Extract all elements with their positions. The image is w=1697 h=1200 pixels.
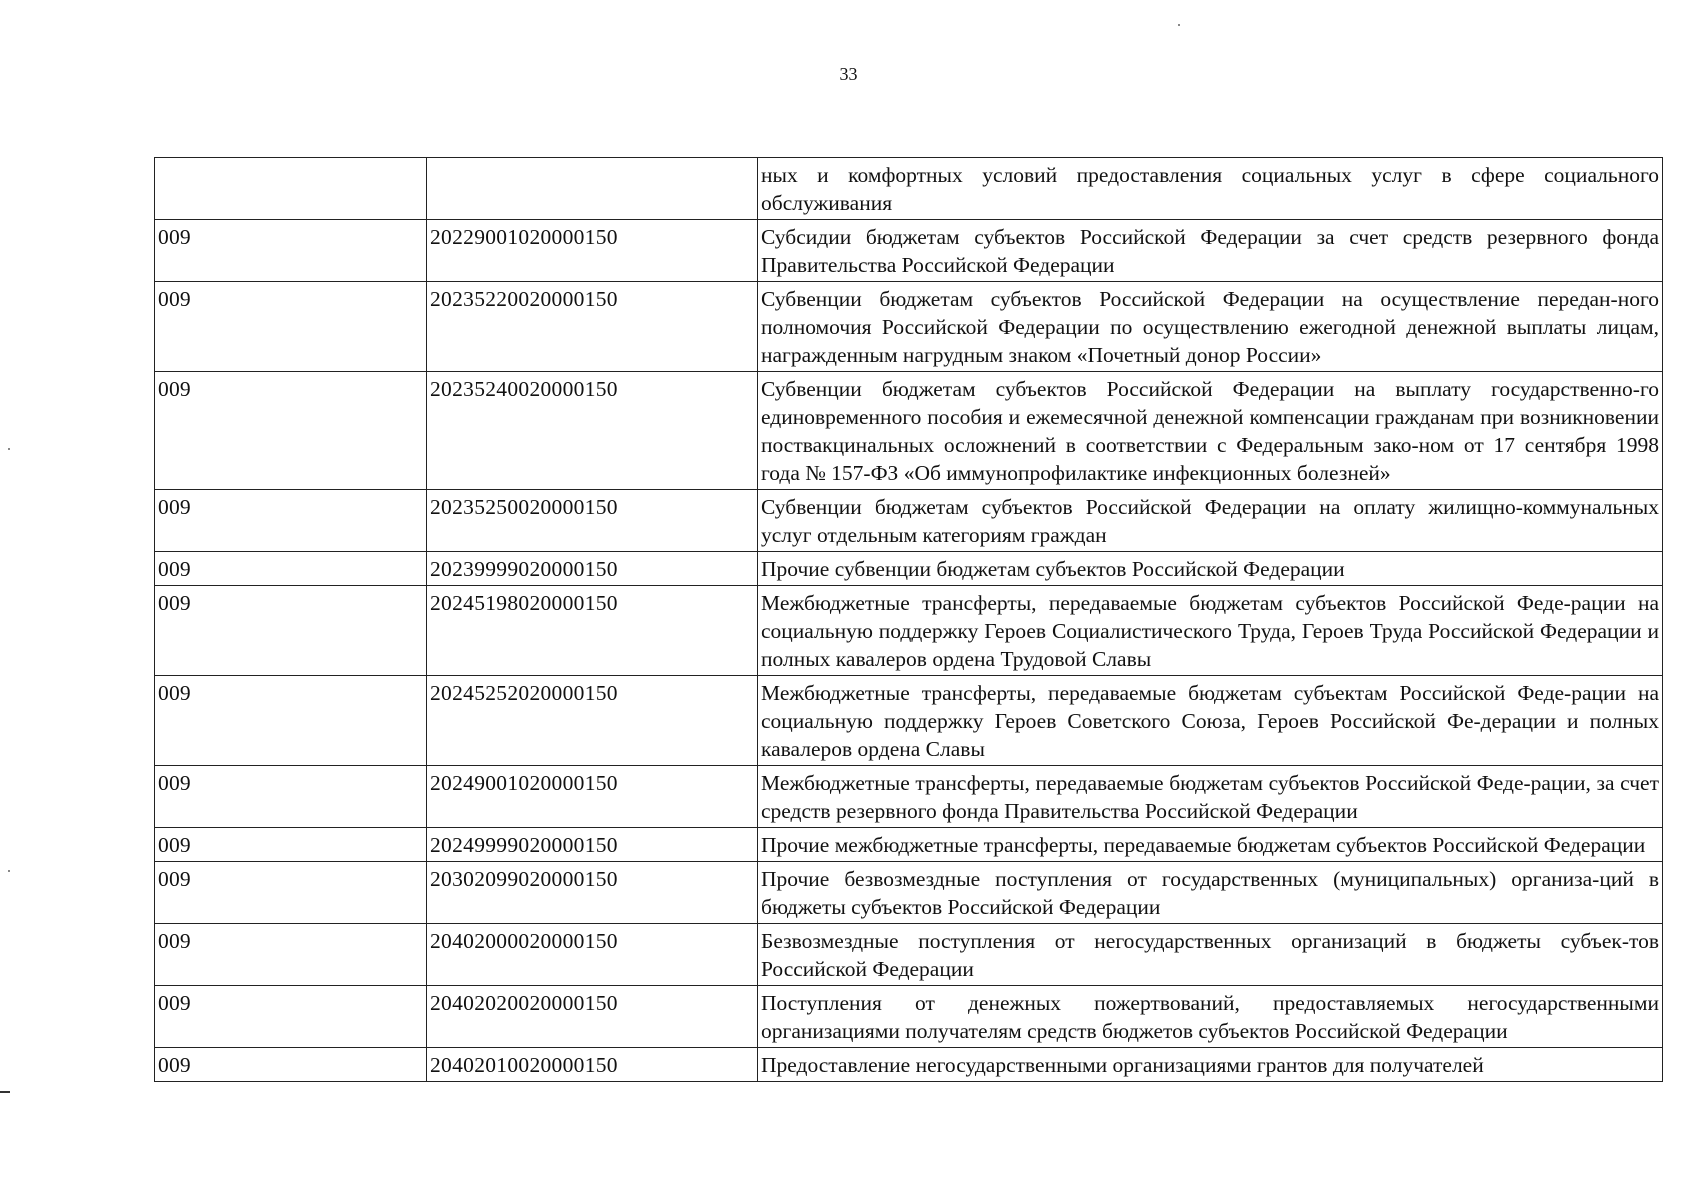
income-name-cell: Субвенции бюджетам субъектов Российской Федерации на осуществление передан-ного полномочия Российской Федерации по осуществлению ежегодной денежной выплаты лицам, награжденным нагрудным знаком «Почетный донор России» bbox=[758, 282, 1663, 372]
table-row bbox=[155, 986, 1663, 1048]
table-row bbox=[155, 924, 1663, 986]
income-name-cell: Субвенции бюджетам субъектов Российской Федерации на оплату жилищно-коммунальных услуг отдельным категориям граждан bbox=[758, 490, 1663, 552]
admin-code-cell: 009 bbox=[155, 220, 427, 282]
table-row bbox=[155, 372, 1663, 490]
income-name-cell: Межбюджетные трансферты, передаваемые бюджетам субъектов Российской Феде-рации, за счет средств резервного фонда Правительства Российской Федерации bbox=[758, 766, 1663, 828]
table-row bbox=[155, 158, 1663, 220]
income-name-cell: Межбюджетные трансферты, передаваемые бюджетам субъектов Российской Феде-рации на социальную поддержку Героев Социалистического Труда, Героев Труда Российской Федерации и полных кавалеров ордена Трудовой Славы bbox=[758, 586, 1663, 676]
table-row bbox=[155, 282, 1663, 372]
admin-code-cell: 009 bbox=[155, 490, 427, 552]
scan-speck bbox=[8, 870, 10, 872]
income-name-cell: Субсидии бюджетам субъектов Российской Федерации за счет средств резервного фонда Правительства Российской Федерации bbox=[758, 220, 1663, 282]
admin-code-cell: 009 bbox=[155, 924, 427, 986]
table-row bbox=[155, 862, 1663, 924]
kbk-code-cell: 20249001020000150 bbox=[427, 766, 758, 828]
income-name-cell: ных и комфортных условий предоставления социальных услуг в сфере социального обслуживания bbox=[758, 158, 1663, 220]
income-name-cell: Предоставление негосударственными организациями грантов для получателей bbox=[758, 1048, 1663, 1082]
table-row bbox=[155, 828, 1663, 862]
kbk-code-cell: 20402020020000150 bbox=[427, 986, 758, 1048]
kbk-code-cell: 20302099020000150 bbox=[427, 862, 758, 924]
kbk-code-cell: 20245198020000150 bbox=[427, 586, 758, 676]
admin-code-cell: 009 bbox=[155, 282, 427, 372]
admin-code-cell bbox=[155, 158, 427, 220]
kbk-code-cell: 20229001020000150 bbox=[427, 220, 758, 282]
scan-speck bbox=[8, 448, 10, 450]
income-name-cell: Субвенции бюджетам субъектов Российской Федерации на выплату государственно-го единовременного пособия и ежемесячной денежной компенсации гражданам при возникновении поствакцинальных осложнений в соответствии с Федеральным зако-ном от 17 сентября 1998 года № 157-ФЗ «Об иммунопрофилактике инфекционных болезней» bbox=[758, 372, 1663, 490]
admin-code-cell: 009 bbox=[155, 1048, 427, 1082]
kbk-code-cell: 20235220020000150 bbox=[427, 282, 758, 372]
kbk-code-cell: 20239999020000150 bbox=[427, 552, 758, 586]
admin-code-cell: 009 bbox=[155, 862, 427, 924]
admin-code-cell: 009 bbox=[155, 676, 427, 766]
table-row bbox=[155, 552, 1663, 586]
income-name-cell: Поступления от денежных пожертвований, предоставляемых негосударственными организациями получателям средств бюджетов субъектов Российской Федерации bbox=[758, 986, 1663, 1048]
table-row bbox=[155, 220, 1663, 282]
income-name-cell: Прочие межбюджетные трансферты, передаваемые бюджетам субъектов Российской Федерации bbox=[758, 828, 1663, 862]
admin-code-cell: 009 bbox=[155, 372, 427, 490]
scan-mark bbox=[0, 1091, 10, 1093]
admin-code-cell: 009 bbox=[155, 586, 427, 676]
admin-code-cell: 009 bbox=[155, 766, 427, 828]
income-name-cell: Прочие безвозмездные поступления от государственных (муниципальных) организа-ций в бюджеты субъектов Российской Федерации bbox=[758, 862, 1663, 924]
kbk-code-cell: 20245252020000150 bbox=[427, 676, 758, 766]
admin-code-cell: 009 bbox=[155, 986, 427, 1048]
page-number: 33 bbox=[839, 64, 858, 84]
kbk-code-cell bbox=[427, 158, 758, 220]
table-row bbox=[155, 1048, 1663, 1082]
kbk-code-cell: 20402010020000150 bbox=[427, 1048, 758, 1082]
admin-code-cell: 009 bbox=[155, 552, 427, 586]
scan-speck bbox=[1178, 24, 1180, 26]
kbk-code-cell: 20235250020000150 bbox=[427, 490, 758, 552]
table-row bbox=[155, 586, 1663, 676]
admin-code-cell: 009 bbox=[155, 828, 427, 862]
income-name-cell: Межбюджетные трансферты, передаваемые бюджетам субъектам Российской Феде-рации на социальную поддержку Героев Советского Союза, Героев Российской Фе-дерации и полных кавалеров ордена Славы bbox=[758, 676, 1663, 766]
kbk-code-cell: 20402000020000150 bbox=[427, 924, 758, 986]
table-row bbox=[155, 766, 1663, 828]
kbk-code-cell: 20235240020000150 bbox=[427, 372, 758, 490]
budget-revenue-table bbox=[154, 157, 1663, 1082]
income-name-cell: Безвозмездные поступления от негосударственных организаций в бюджеты субъек-тов Российской Федерации bbox=[758, 924, 1663, 986]
table-row bbox=[155, 676, 1663, 766]
income-name-cell: Прочие субвенции бюджетам субъектов Российской Федерации bbox=[758, 552, 1663, 586]
kbk-code-cell: 20249999020000150 bbox=[427, 828, 758, 862]
table-row bbox=[155, 490, 1663, 552]
